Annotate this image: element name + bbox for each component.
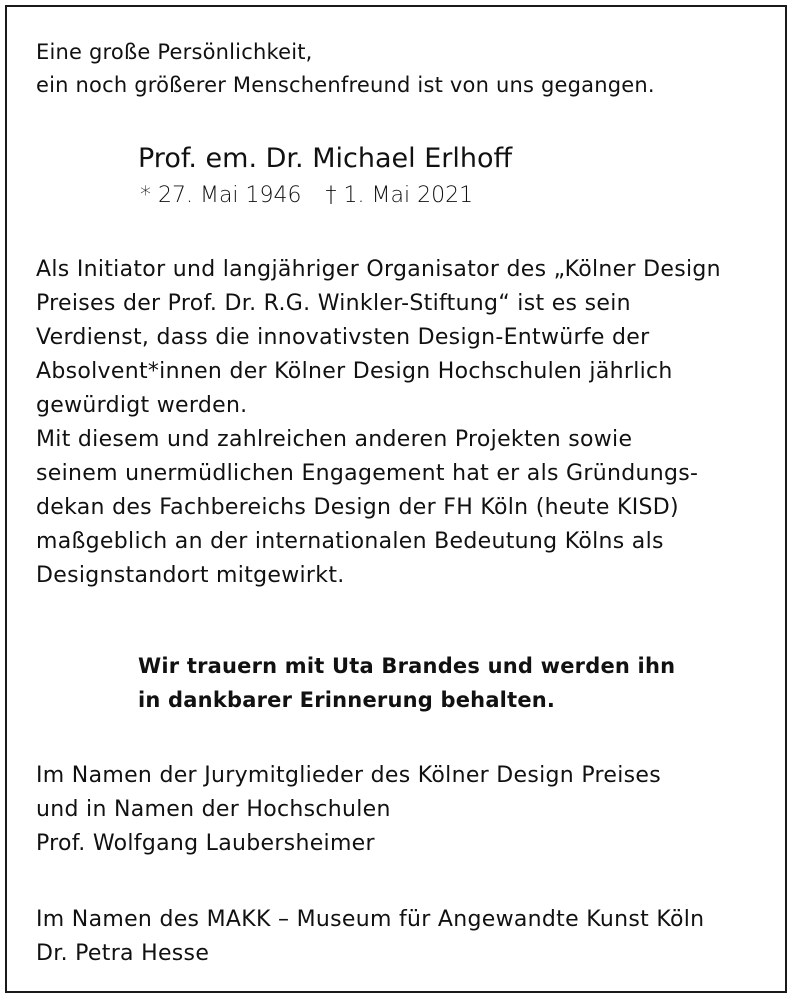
mourning-line-2: in dankbarer Erinnerung behalten. [138, 688, 556, 712]
jury-line-1: Im Namen der Jurymitglieder des Kölner Design Preises [36, 763, 661, 788]
body-line: Verdienst, dass die innovativsten Design-Entwürfe der [36, 325, 650, 350]
makk-line-1: Im Namen des MAKK – Museum für Angewandte Kunst Köln [36, 907, 705, 932]
body-line: maßgeblich an der internationalen Bedeutung Kölns als [36, 529, 664, 554]
mourning-line-1: Wir trauern mit Uta Brandes und werden ihn [138, 654, 676, 678]
body-line: Preises der Prof. Dr. R.G. Winkler-Stiftung“ ist es sein [36, 291, 631, 316]
body-line: seinem unermüdlichen Engagement hat er als Gründungs- [36, 461, 699, 486]
life-dates [140, 181, 473, 211]
jury-line-2: und in Namen der Hochschulen [36, 797, 391, 822]
body-line: Als Initiator und langjähriger Organisator des „Kölner Design [36, 257, 721, 282]
body-line: Mit diesem und zahlreichen anderen Projekten sowie [36, 427, 633, 452]
intro-line-1: Eine große Persönlichkeit, [36, 40, 313, 64]
makk-signatory: Dr. Petra Hesse [36, 941, 210, 966]
birth-date: * 27. Mai 1946 [140, 183, 302, 208]
body-line: Designstandort mitgewirkt. [36, 563, 345, 588]
makk-signature [36, 903, 704, 971]
jury-signature [36, 759, 661, 861]
body-line: Absolvent*innen der Kölner Design Hochschulen jährlich [36, 359, 673, 384]
tribute-paragraph [36, 253, 721, 593]
body-line: gewürdigt werden. [36, 393, 248, 418]
intro-text [36, 36, 655, 102]
intro-line-2: ein noch größerer Menschenfreund ist von uns gegangen. [36, 73, 655, 97]
deceased-name: Prof. em. Dr. Michael Erlhoff [138, 143, 513, 174]
jury-signatory: Prof. Wolfgang Laubersheimer [36, 831, 375, 856]
body-line: dekan des Fachbereichs Design der FH Köln (heute KISD) [36, 495, 679, 520]
mourning-statement [138, 649, 675, 717]
death-date: † 1. Mai 2021 [325, 183, 474, 208]
